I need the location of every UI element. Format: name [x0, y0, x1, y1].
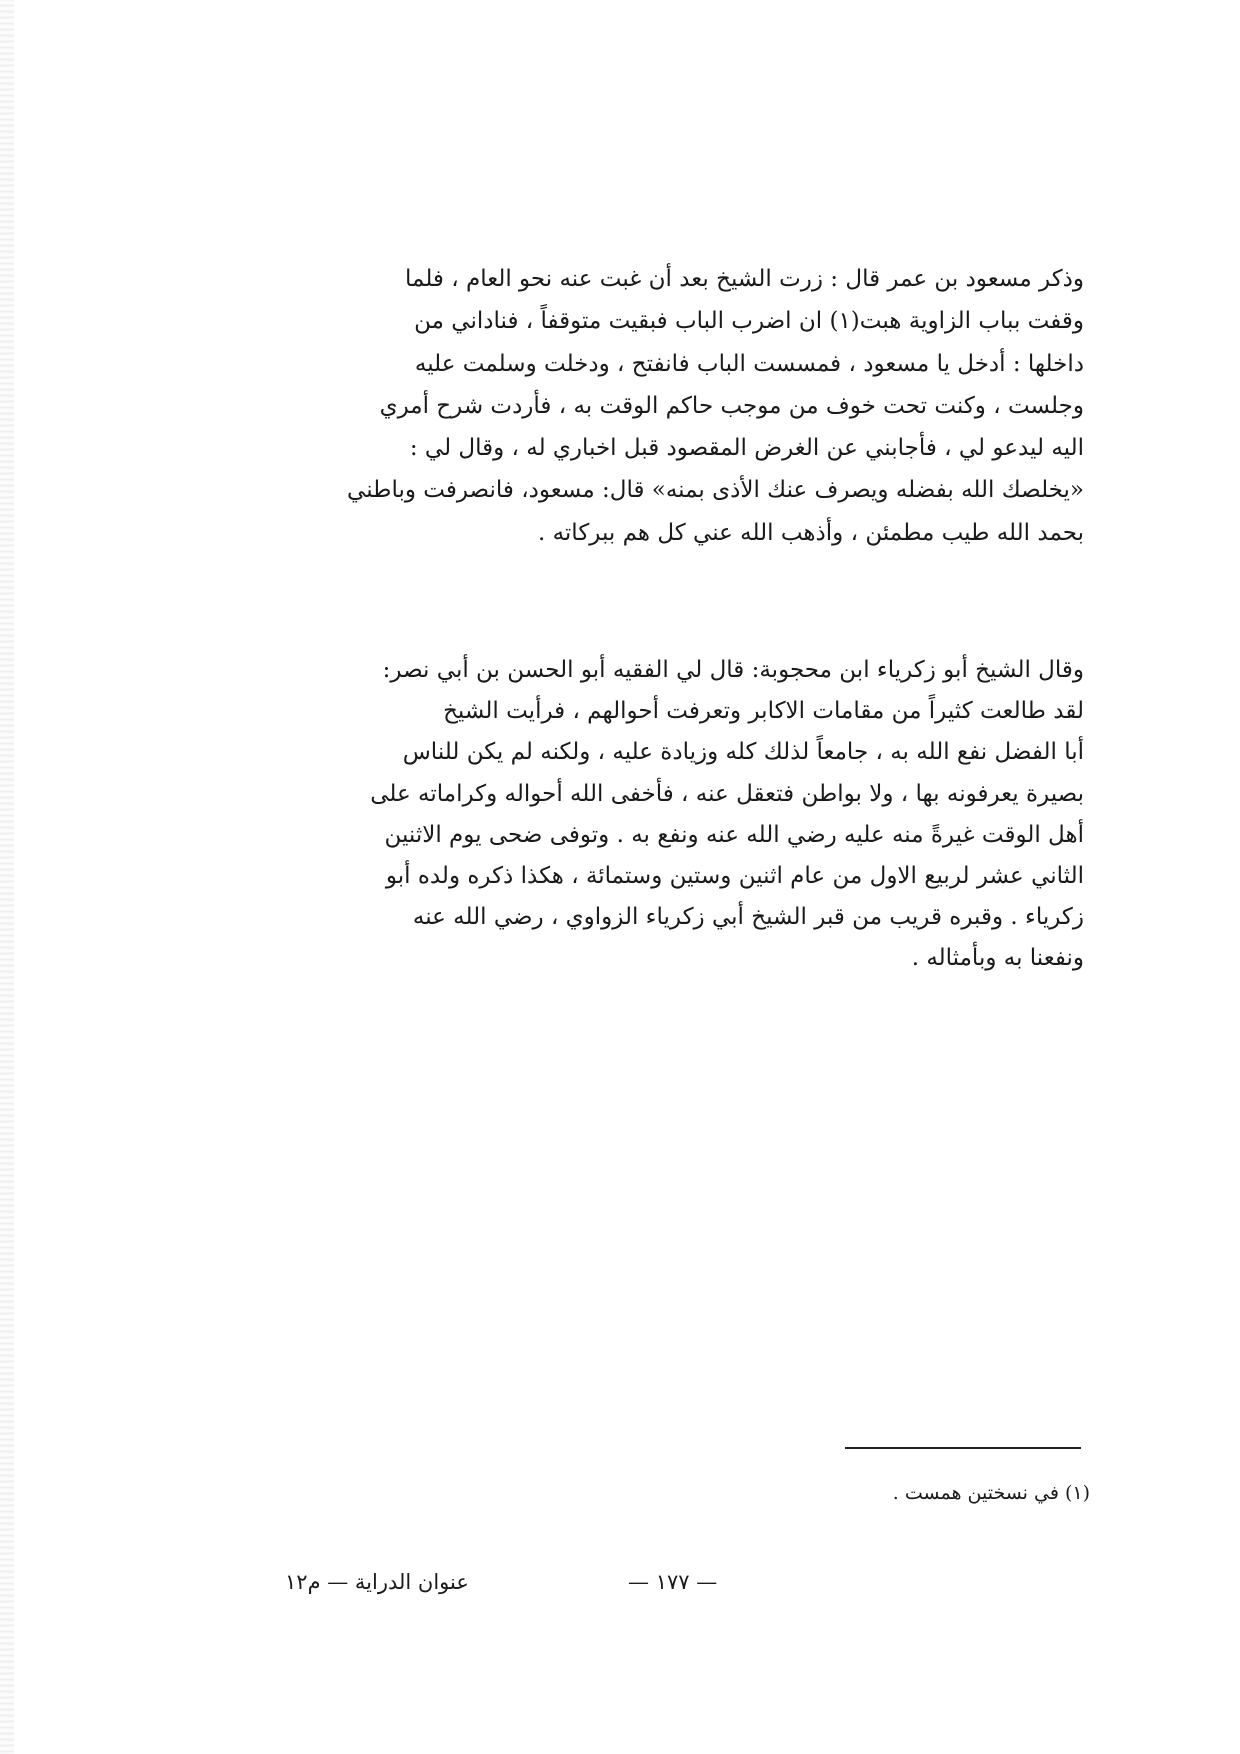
text-line: أبا الفضل نفع الله به ، جامعاً لذلك كله وزيادة عليه ، ولكنه لم يكن للناس [402, 739, 1084, 766]
text-line: أهل الوقت غيرةً منه عليه رضي الله عنه ونفع به . وتوفى ضحى يوم الاثنين [384, 821, 1084, 848]
footnote-divider [845, 1447, 1081, 1449]
text-line: وقفت بباب الزاوية هبت(١) ان اضرب الباب فبقيت متوقفاً ، فناداني من [414, 308, 1084, 335]
text-line: ونفعنا به وبأمثاله . [911, 945, 1084, 972]
text-line: وقال الشيخ أبو زكرياء ابن محجوبة: قال لي الفقيه أبو الحسن بن أبي نصر: [382, 657, 1084, 683]
text-line: «يخلصك الله بفضله ويصرف عنك الأذى بمنه» قال: مسعود، فانصرفت وباطني [347, 477, 1084, 504]
text-line: الثاني عشر لربيع الاول من عام اثنين وستين وستمائة ، هكذا ذكره ولده أبو [385, 863, 1084, 890]
text-line: وجلست ، وكنت تحت خوف من موجب حاكم الوقت به ، فأردت شرح أمري [379, 392, 1084, 419]
page-number: — ١٧٧ — [628, 1570, 718, 1594]
footnote: (١) في نسختين همست . [892, 1482, 1090, 1504]
paragraph-masud-visit [214, 258, 1084, 554]
text-line: داخلها : أدخل يا مسعود ، فمسست الباب فانفتح ، ودخلت وسلمت عليه [414, 350, 1084, 377]
running-title: عنوان الدراية — م١٢ [285, 1570, 469, 1594]
text-line: بصيرة يعرفونه بها ، ولا بواطن فتعقل عنه ، فأخفى الله أحواله وكراماته على [370, 780, 1084, 807]
text-line: لقد طالعت كثيراً من مقامات الاكابر وتعرفت أحوالهم ، فرأيت الشيخ [443, 698, 1084, 725]
paragraph-abu-zakariya [214, 650, 1084, 980]
text-line: اليه ليدعو لي ، فأجابني عن الغرض المقصود قبل اخباري له ، وقال لي : [409, 435, 1084, 462]
text-line: زكرياء . وقبره قريب من قبر الشيخ أبي زكرياء الزواوي ، رضي الله عنه [412, 904, 1084, 931]
text-line: بحمد الله طيب مطمئن ، وأذهب الله عني كل هم ببركاته . [537, 519, 1084, 546]
text-line: وذكر مسعود بن عمر قال : زرت الشيخ بعد أن غبت عنه نحو العام ، فلما [405, 266, 1084, 292]
scan-binding-edge [0, 0, 14, 1754]
